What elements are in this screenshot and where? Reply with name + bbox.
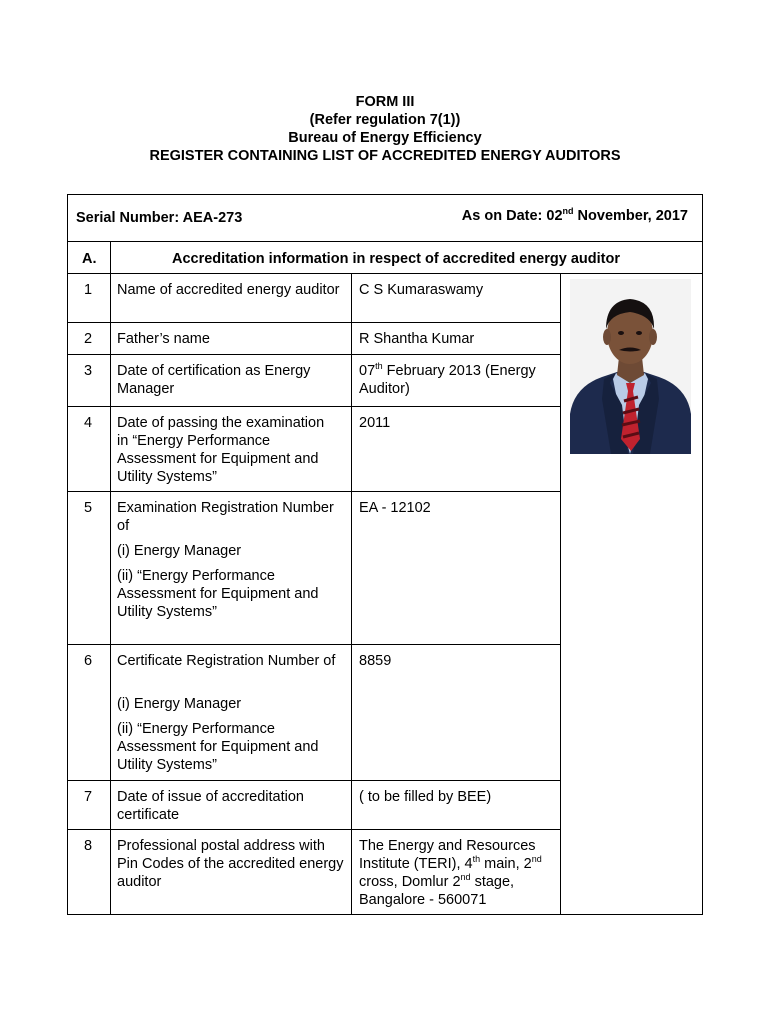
- row-label-fathers-name: Father’s name: [117, 331, 210, 347]
- row-sublabel-epa: (ii) “Energy Performance Assessment for Equipment and Utility Systems”: [117, 568, 319, 620]
- row-value-certification-date: 07th February 2013 (Energy Auditor): [359, 361, 536, 397]
- row-value-certificate-registration: 8859: [359, 653, 392, 669]
- row-number: 6: [84, 653, 93, 669]
- serial-number: Serial Number: AEA-273: [76, 210, 243, 226]
- row-number: 2: [84, 331, 93, 347]
- row-number: 7: [84, 789, 93, 805]
- row-sublabel-energy-manager: (i) Energy Manager: [117, 696, 242, 712]
- auditor-photo: [570, 279, 691, 454]
- row-value-exam-registration: EA - 12102: [359, 500, 431, 516]
- row-label-postal-address: Professional postal address with Pin Codes of the accredited energy auditor: [117, 838, 344, 890]
- row-number: 3: [84, 363, 93, 379]
- register-form-table: [67, 194, 703, 915]
- row-label-accreditation-issue-date: Date of issue of accreditation certificate: [117, 789, 304, 823]
- bureau-name: Bureau of Energy Efficiency: [288, 130, 482, 146]
- as-on-date: As on Date: 02nd November, 2017: [461, 206, 688, 224]
- row-value-accreditation-issue-date: ( to be filled by BEE): [359, 789, 492, 805]
- form-number: FORM III: [355, 94, 415, 110]
- portrait-illustration: [570, 279, 691, 454]
- row-value-name: C S Kumaraswamy: [359, 282, 484, 298]
- row-value-exam-passing-date: 2011: [359, 415, 391, 431]
- row-number: 8: [84, 838, 93, 854]
- row-label-certification-date: Date of certification as Energy Manager: [117, 363, 311, 397]
- section-letter: A.: [82, 251, 97, 267]
- row-value-fathers-name: R Shantha Kumar: [359, 331, 475, 347]
- row-sublabel-epa: (ii) “Energy Performance Assessment for Equipment and Utility Systems”: [117, 721, 319, 773]
- register-title: REGISTER CONTAINING LIST OF ACCREDITED ENERGY AUDITORS: [149, 148, 621, 164]
- section-title: Accreditation information in respect of accredited energy auditor: [172, 251, 620, 267]
- regulation-reference: (Refer regulation 7(1)): [309, 112, 461, 128]
- row-label-certificate-registration: Certificate Registration Number of: [117, 653, 336, 669]
- row-label-exam-registration: Examination Registration Number of: [117, 500, 334, 534]
- row-label-name: Name of accredited energy auditor: [117, 282, 340, 298]
- row-number: 5: [84, 500, 93, 516]
- row-number: 1: [84, 282, 93, 298]
- row-value-postal-address: The Energy and Resources Institute (TERI), 4th main, 2nd cross, Domlur 2nd stage, Bangalore - 560071: [359, 838, 542, 908]
- form-header: [0, 93, 770, 165]
- row-label-exam-passing-date: Date of passing the examination in “Energy Performance Assessment for Equipment and Utility Systems”: [117, 415, 325, 485]
- row-sublabel-energy-manager: (i) Energy Manager: [117, 543, 242, 559]
- row-number: 4: [84, 415, 93, 431]
